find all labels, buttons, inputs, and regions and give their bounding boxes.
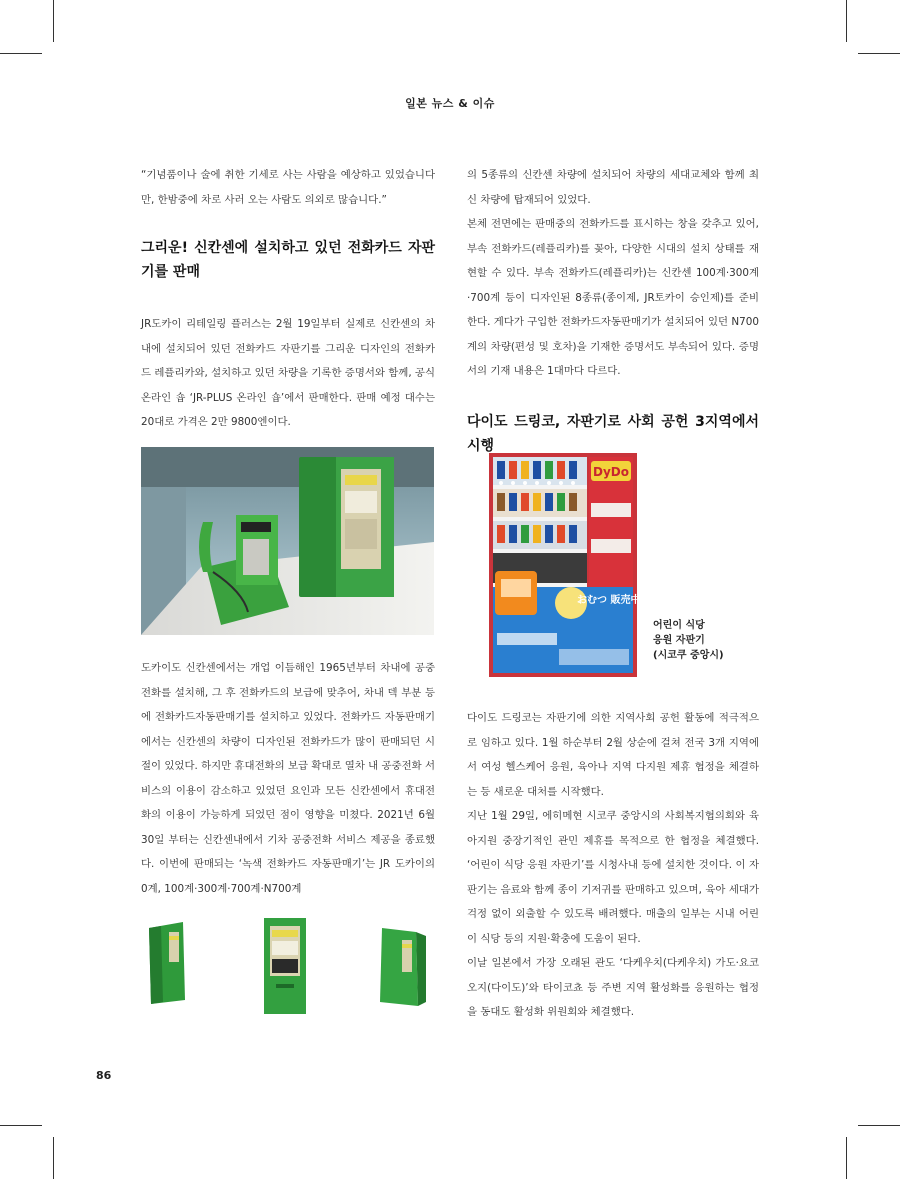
caption-line: 어린이 식당 xyxy=(653,620,705,631)
body-paragraph: 도카이도 신칸센에서는 개업 이듬해인 1965년부터 차내에 공중전화를 설치해, 그 후 전화카드의 보급에 맞추어, 차내 덱 부분 등에 전화카드자동판매기를 설치하고 있었다. 전화카드 자동판매기에서는 신칸센의 차량이 디자인된 전화카드가 많이 판매되던 시절이 있었다. 하지만 휴대전화의 보급 확대로 열차 내 공중전화 서비스의 이용이 감소하고 있었던 요인과 모든 신칸센에서 휴대전화의 이용이 가능하게 되었던 점이 영향을 미쳤다. 2021년 6월 30일 부터는 신칸센내에서 기차 공중전화 서비스 제공을 종료했다. 이번에 판매되는 ‘녹색 전화카드 자동판매기’는 JR 도카이의 0계, 100계·300계·700계·N700계 xyxy=(141,662,435,895)
right-column-top xyxy=(467,163,759,458)
right-column-bottom xyxy=(467,706,759,1025)
machine-photo-right xyxy=(372,922,432,1010)
crop-mark xyxy=(53,1137,54,1179)
quote-paragraph: “기념품이나 술에 취한 기세로 사는 사람을 예상하고 있었습니다만, 한밤중에 차로 사러 오는 사람도 의외로 많습니다.” xyxy=(141,169,435,206)
photo-caption xyxy=(653,618,724,663)
crop-mark xyxy=(846,0,847,42)
crop-mark xyxy=(858,1125,900,1126)
left-column-bottom xyxy=(141,656,435,901)
diaper-banner: おむつ 販売中! xyxy=(576,595,646,606)
running-header: 일본 뉴스 & 이슈 xyxy=(405,97,495,110)
section-heading-phonecard: 그리운! 신칸센에 설치하고 있던 전화카드 자판기를 판매 xyxy=(141,240,435,280)
crop-mark xyxy=(0,53,42,54)
crop-mark xyxy=(0,1125,42,1126)
body-paragraph: 다이도 드링코는 자판기에 의한 지역사회 공헌 활동에 적극적으로 임하고 있다. 1월 하순부터 2월 상순에 걸쳐 전국 3개 지역에서 여성 헬스케어 응원, 육아나 지역 다지원 제휴 협정을 체결하는 등 새로운 대처를 시작했다. xyxy=(467,712,759,798)
crop-mark xyxy=(53,0,54,42)
phone-illustration xyxy=(141,447,434,635)
body-paragraph: 이날 일본에서 가장 오래된 관도 ‘다케우치(다케우치) 가도·요코오지(다이도)’와 타이코쵸 등 주변 지역 활성화를 응원하는 협정을 동대도 활성화 위원회와 체결했다. xyxy=(467,957,759,1018)
phone-photo xyxy=(141,447,434,635)
caption-line: (시코쿠 중앙시) xyxy=(653,650,724,661)
section-heading-dydo: 다이도 드링코, 자판기로 사회 공헌 3지역에서 시행 xyxy=(467,413,759,454)
body-paragraph: 본체 전면에는 판매중의 전화카드를 표시하는 창을 갖추고 있어, 부속 전화카드(레플리카)를 꽂아, 다양한 시대의 설치 상태를 재현할 수 있다. 부속 전화카드(레플리카)는 신칸센 100계·300계·700계 등이 디자인된 8종류(종이제, JR토카이 승인제)를 준비한다. 게다가 구입한 전화카드자동판매기가 설치되어 있던 N700계의 차량(편성 및 호차)을 기재한 증명서도 부속되어 있다. 증명서의 기재 내용은 1대마다 다르다. xyxy=(467,218,759,377)
left-column-top xyxy=(141,163,435,435)
machine-photo-center xyxy=(262,916,308,1016)
caption-line: 응원 자판기 xyxy=(653,635,705,646)
crop-mark xyxy=(858,53,900,54)
body-paragraph: 의 5종류의 신칸센 차량에 설치되어 차량의 세대교체와 함께 최신 차량에 탑재되어 있었다. xyxy=(467,169,759,206)
dydo-vending-machine-photo xyxy=(489,453,646,677)
page-number: 86 xyxy=(96,1069,112,1082)
body-paragraph: JR도카이 리테일링 플러스는 2월 19일부터 실제로 신칸센의 차내에 설치되어 있던 전화카드 자판기를 그리운 디자인의 전화카드 레플리카와, 설치하고 있던 차량을 기록한 증명서와 함께, 공식 온라인 숍 ‘JR-PLUS 온라인 숍’에서 판매한다. 판매 예정 대수는 20대로 가격은 2만 9800엔이다. xyxy=(141,318,435,428)
dydo-logo: DyDo xyxy=(593,465,629,479)
machine-photo-left xyxy=(141,918,191,1008)
body-paragraph: 지난 1월 29일, 에히메현 시코쿠 중앙시의 사회복지협의회와 육아지원 중장기적인 관민 제휴를 목적으로 한 협정을 체결했다. ‘어린이 식당 응원 자판기’를 시청사내 등에 설치한 것이다. 이 자판기는 음료와 함께 종이 기저귀를 판매하고 있으며, 육아 세대가 걱정 없이 외출할 수 있도록 배려했다. 매출의 일부는 시내 어린이 식당 등의 지원·확충에 도움이 된다. xyxy=(467,810,759,945)
crop-mark xyxy=(846,1137,847,1179)
